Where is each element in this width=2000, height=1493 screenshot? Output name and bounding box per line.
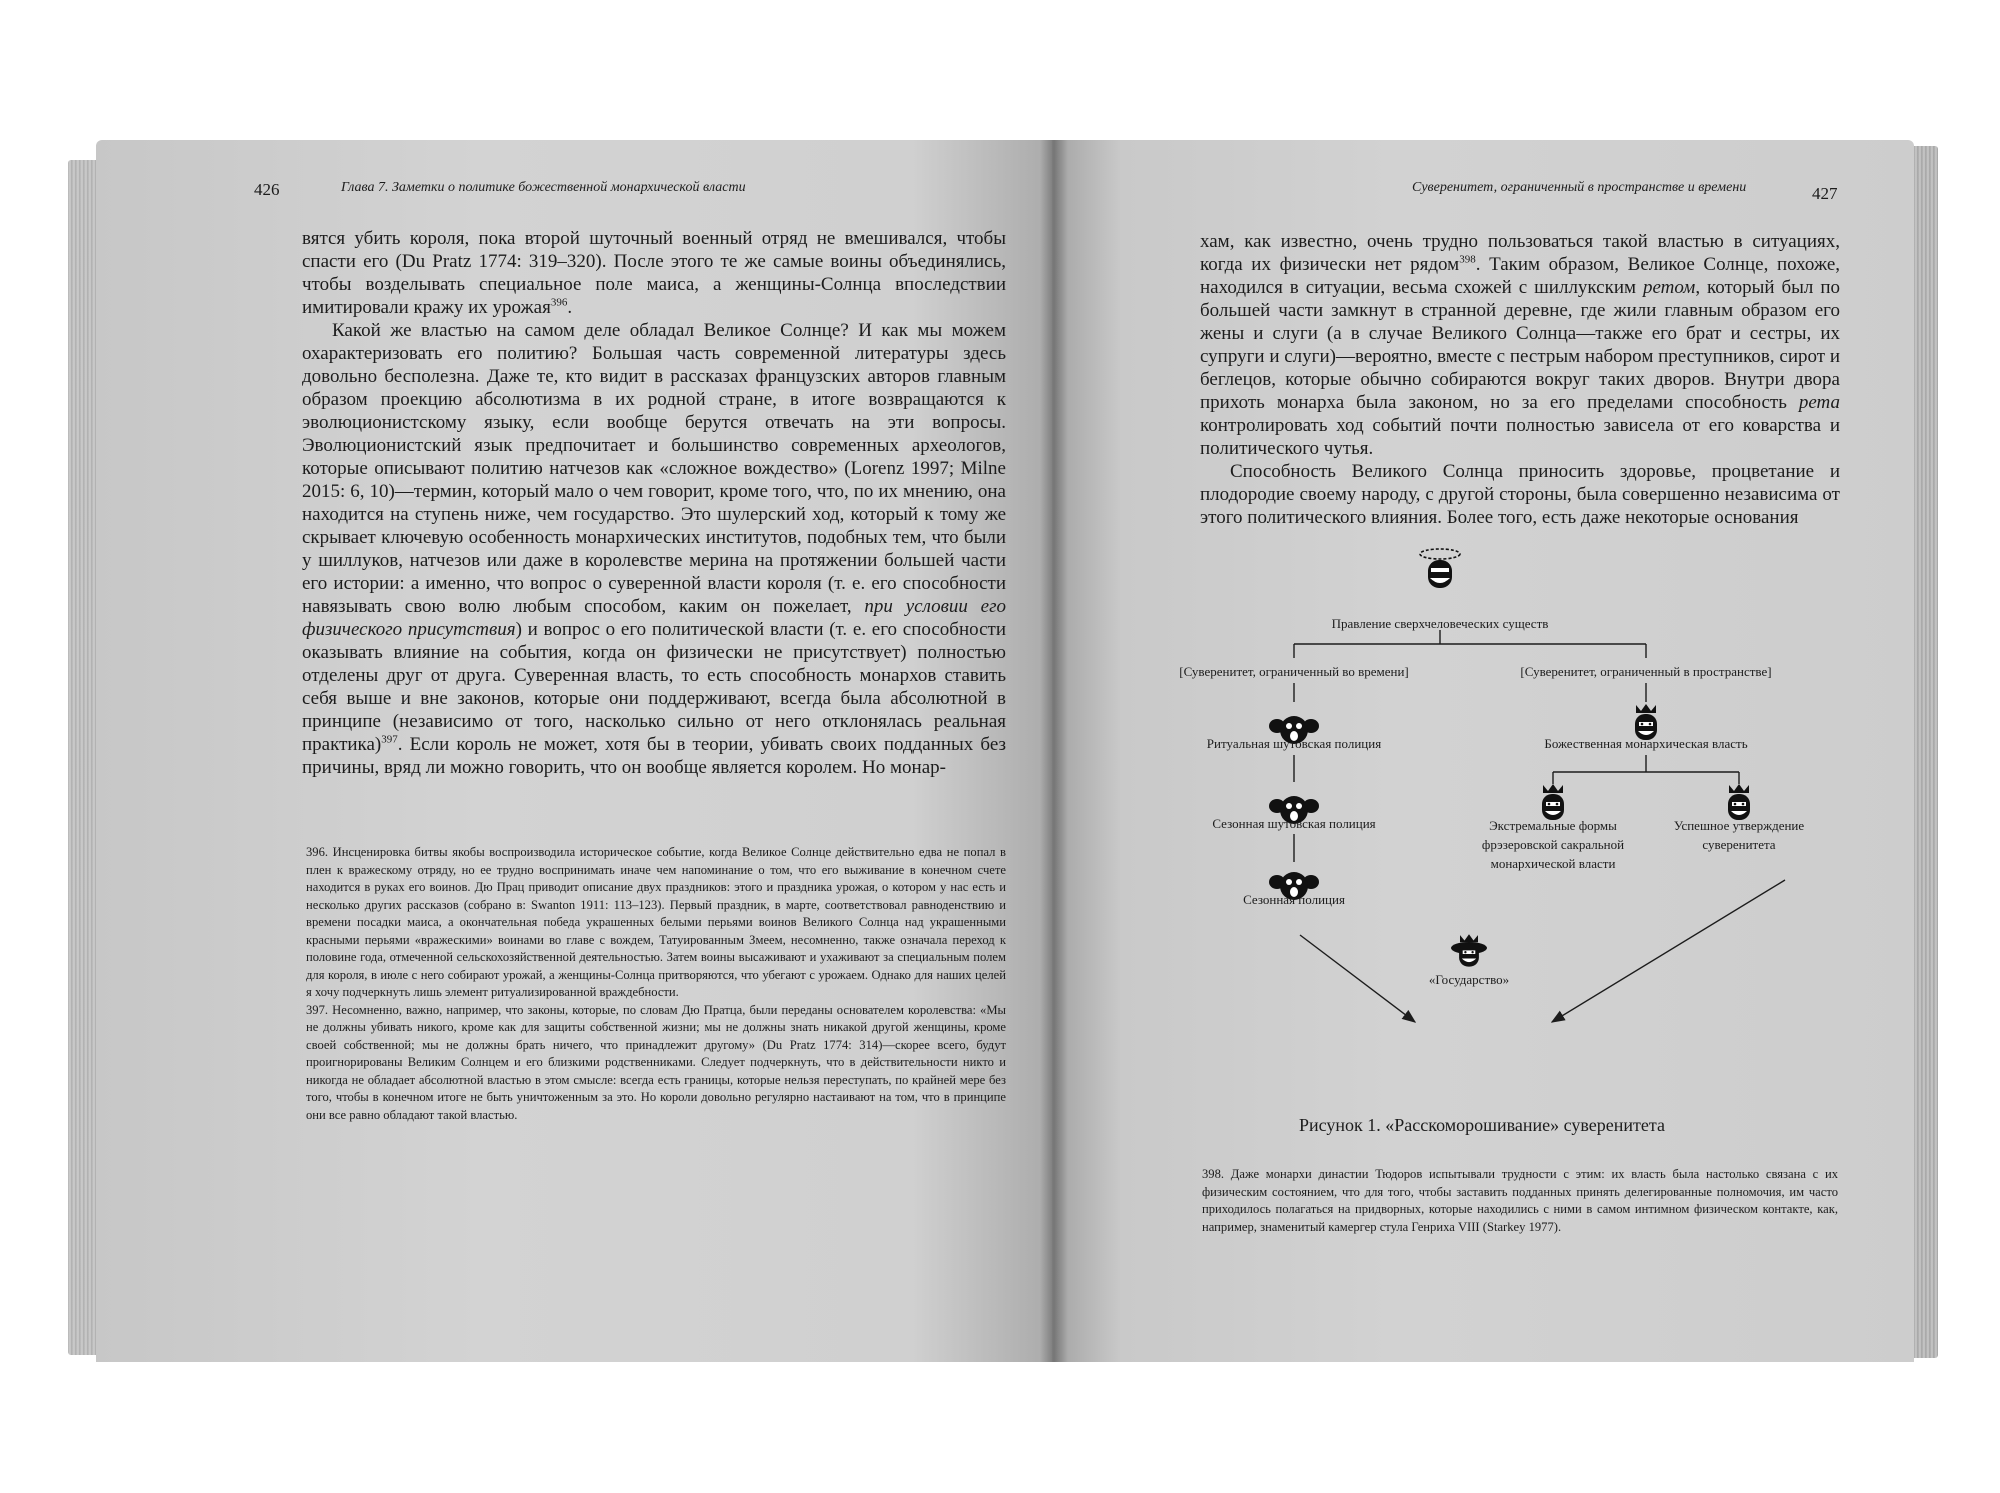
text-run: Если король не может, хотя бы в теории, убивать своих подданных без причины, вряд ли можно говорить, что он вообще является королем. Но монар- (302, 734, 1006, 778)
right-paragraph-1: хам, как известно, очень трудно пользоваться такой властью в ситуациях, когда их физически нет рядом$^{398}$. Таким образом, Великое Солнце, похоже, находился в ситуации, весьма схожей с шиллукским ретом, который был по большей части замкнут в странной деревне, где жили главным образом его жены и слуги (а в случае Великого Солнца—также его брат и сестры, их супруги и слуги)—вероятно, вместе с пестрым набором преступников, сирот и беглецов, которые обычно собираются вокруг таких дворов. Внутри двора прихоть монарха была законом, но за его пределами способность рета контролировать ход событий почти полностью зависела от его коварства и политического чутья. (1200, 231, 1841, 459)
left-paragraph-2: Какой же властью на самом деле обладал Великое Солнце? И как мы можем охарактеризовать его политию? Большая часть современной литературы здесь довольно бесполезна. Даже те, кто видит в рассказах французских авторов главным образом проекцию абсолютизма в их родной стране, в итоге возвращаются к эволюционистскому языку, если вообще берутся отвечать на эти вопросы. Эволюционистский язык предпочитает и большинство современных археологов, которые описывают политию натчезов как «сложное вождество» (Lorenz 1997; Milne 2015: 6, 10)—термин, который мало о чем говорит, кроме того, что, по их мнению, она находится на ступень ниже, чем государство. Это шулерский ход, который к тому же скрывает ключевую особенность монархических институтов, подобных тем, что были у шиллуков, натчезов или даже в королевстве мерина на протяжении большей части его истории: а именно, что вопрос о суверенной власти короля (т. е. его способности навязывать свою волю любым способом, каким он пожелает, при условии его физического присутствия) и вопрос о его политической власти (т. е. его способности оказывать влияние на события, когда он физически не присутствует) полностью отделены друг от друга. Суверенная власть, то есть способность монархов ставить себя выше и вне законов, которые они поддерживают, всегда была абсолютной в принципе (независимо от того, насколько сильно от него отклонялась реальная практика)$^{397}$. Если король не может, хотя бы в теории, убивать своих подданных без причины, вряд ли можно говорить, что он вообще является королем. Но монар- (302, 320, 1007, 778)
italic-emphasis: рета (1798, 392, 1841, 413)
right-page (1052, 140, 1914, 1362)
extremal-monarch-icon (1542, 784, 1564, 820)
label-successful-assertion: Успешное утверждение суверенитета (1673, 818, 1805, 852)
label-space-limited: [Суверенитет, ограниченный в пространстве] (1520, 664, 1772, 679)
figure-caption: Рисунок 1. «Расскоморошивание» суверенитета (1299, 1115, 1665, 1135)
text-run: хам, как известно, очень трудно пользоваться такой властью в ситуациях, когда их физически нет рядом (1200, 231, 1840, 275)
successful-monarch-icon (1728, 784, 1750, 820)
label-supernatural-rule: Правление сверхчеловеческих существ (1331, 616, 1549, 631)
label-state: «Государство» (1428, 972, 1510, 987)
label-seasonal-police: Сезонная полиция (1243, 892, 1345, 907)
supernatural-ruler-icon (1420, 549, 1460, 588)
sovereignty-diagram (1160, 540, 1840, 1080)
label-divine-monarchy: Божественная монархическая власть (1544, 736, 1748, 751)
text-run: Какой же властью на самом деле обладал Великое Солнце? И как мы можем охарактеризовать его политию? Большая часть современной литературы здесь довольно бесполезна. Даже те, кто видит в рассказах французских авторов главным образом проекцию абсолютизма в их родной стране, в итоге возвращаются к эволюционистскому языку, если вообще берутся отвечать на эти вопросы. Эволюционистский язык предпочитает и большинство современных археологов, которые описывают политию натчезов как «сложное вождество» (Lorenz 1997; Milne 2015: 6, 10)—термин, который мало о чем говорит, кроме того, что, по их мнению, она находится на ступень ниже, чем государство. Это шулерский ход, который к тому же скрывает ключевую особенность монархических институтов, подобных тем, что были у шиллуков, натчезов или даже в королевстве мерина на протяжении большей части его истории: а именно, что вопрос о суверенной власти короля (т. е. его способности навязывать свою волю любым способом, каким он пожелает, (302, 320, 1006, 617)
text-run: Таким образом, Великое Солнце, похоже, находился в ситуации, весьма схожей с шиллукским (1200, 254, 1841, 298)
right-body-text (1200, 230, 1840, 529)
footnote-396: 396. Инсценировка битвы якобы воспроизводила историческое событие, когда Великое Солнце действительно едва не попал в плен к вражескому отряду, но ее трудно воспринимать иначе чем напоминание о том, что его выживание в конечном счете находится в руках его воинов. Дю Прац приводит описание двух праздников: этого и праздника урожая, о котором у нас есть и несколько других рассказов (собрано в: Swanton 1911: 113–123). Первый праздник, в марте, соответствовал равноденствию и времени посадки маиса, а окончательная победа украшенных белыми перьями воинов Великого Солнца над украшенными красными перьями «вражескими» воинами во главе с вождем, Татуированным Змеем, несомненно, также означала переход к половине года, отмеченной сельскохозяйственной деятельностью. Затем воины высаживают и ухаживают за специальным полем для короля, в июле с него собирают урожай, а женщины-Солнца притворяются, что убегают с урожаем. Однако для наших целей я хочу подчеркнуть лишь элемент ритуализированной враждебности. (306, 845, 1006, 999)
footnote-397: 397. Несомненно, важно, например, что законы, которые, по словам Дю Пратца, были переданы основателем королевства: «Мы не должны убивать никого, кроме как для защиты собственной жизни; мы не должны знать никакой другой женщины, кроме своей собственной; мы не должны брать ничего, что принадлежит другому» (Du Pratz 1774: 314)—скорее всего, будут проигнорированы Великим Солнцем и его близкими родственниками. Следует подчеркнуть, что в действительности никто и никогда не обладает абсолютной властью в этом смысле: всегда есть границы, которые нельзя переступать, по крайней мере без того, чтобы в конечном итоге не быть уничтоженным за это. Но короли довольно регулярно настаивают на том, что в принципе они все равно обладают такой властью. (306, 1002, 1006, 1122)
footnote-ref-397: 397 (381, 733, 398, 746)
left-paragraph-1: вятся убить короля, пока второй шуточный военный отряд не вмешивался, чтобы спасти его (Du Pratz 1774: 319–320). После этого те же самые воины объединялись, чтобы возделывать специальное поле маиса, а женщины-Солнца впоследствии имитировали кражу их урожая$^{396}$. (302, 228, 1006, 318)
left-page (96, 140, 1056, 1362)
right-paragraph-2 (1200, 460, 1840, 529)
right-footnotes (1202, 1166, 1838, 1236)
text-run: ) и вопрос о его политической власти (т. е. его способности оказывать влияние на события, когда он физически не присутствует) полностью отделены друг от друга. Суверенная власть, то есть способность монархов ставить себя выше и вне законов, которые они поддерживают, всегда была абсолютной в принципе (независимо от того, насколько сильно от него отклонялась реальная практика) (302, 619, 1006, 755)
italic-emphasis: при условии его физического присутствия (302, 596, 1007, 640)
left-page-edges (68, 160, 98, 1355)
footnote-ref-398: 398 (1459, 253, 1476, 266)
left-body-text (302, 227, 1006, 779)
label-ritual-police: Ритуальная шутовская полиция (1206, 736, 1382, 751)
right-running-head: Суверенитет, ограниченный в пространстве и времени (1412, 180, 1747, 195)
book-gutter (1040, 140, 1068, 1362)
text-run: , который был по большей части замкнут в странной деревне, где жили главным образом его жены и слуги (а в случае Великого Солнца—также его брат и сестры, их супруги и слуги)—вероятно, вместе с пестрым набором преступников, сирот и беглецов, которые обычно собираются вокруг таких дворов. Внутри двора прихоть монарха была законом, но за его пределами способность (1200, 277, 1840, 413)
left-footnotes (306, 844, 1006, 1124)
footnote-398: 398. Даже монархи династии Тюдоров испытывали трудности с этим: их власть была настолько связана с их физическим состоянием, что для того, чтобы заставить подданных принять делегированные полномочия, им часто приходилось полагаться на придворных, которые находились с ними в самом интимном физическом контакте, как, например, знаменитый камергер стула Генриха VIII (Starkey 1977). (1202, 1167, 1838, 1234)
right-page-number: 427 (1812, 184, 1838, 203)
label-time-limited: [Суверенитет, ограниченный во времени] (1179, 664, 1409, 679)
left-page-number: 426 (254, 180, 280, 199)
divine-monarch-icon (1635, 704, 1657, 740)
text-run: вятся убить короля, пока второй шуточный военный отряд не вмешивался, чтобы спасти его (Du Pratz 1774: 319–320). После этого те же самые воины объединялись, чтобы возделывать специальное поле маиса, а женщины-Солнца впоследствии имитировали кражу их урожая (302, 228, 1006, 318)
state-icon (1451, 934, 1487, 966)
italic-emphasis: ретом (1643, 277, 1696, 298)
left-running-head: Глава 7. Заметки о политике божественной монархической власти (341, 180, 746, 195)
footnote-ref-396: 396 (550, 296, 568, 309)
label-seasonal-jester-police: Сезонная шутовская полиция (1212, 816, 1376, 831)
text-run: контролировать ход событий почти полностью зависела от его коварства и политического чутья. (1200, 415, 1840, 459)
text-run: Способность Великого Солнца приносить здоровье, процветание и плодородие своему народу, с другой стороны, была совершенно независима от этого политического влияния. Более того, есть даже некоторые основания (1200, 461, 1840, 528)
label-extremal-forms: Экстремальные формы фрэзеровской сакральной монархической власти (1481, 818, 1625, 871)
